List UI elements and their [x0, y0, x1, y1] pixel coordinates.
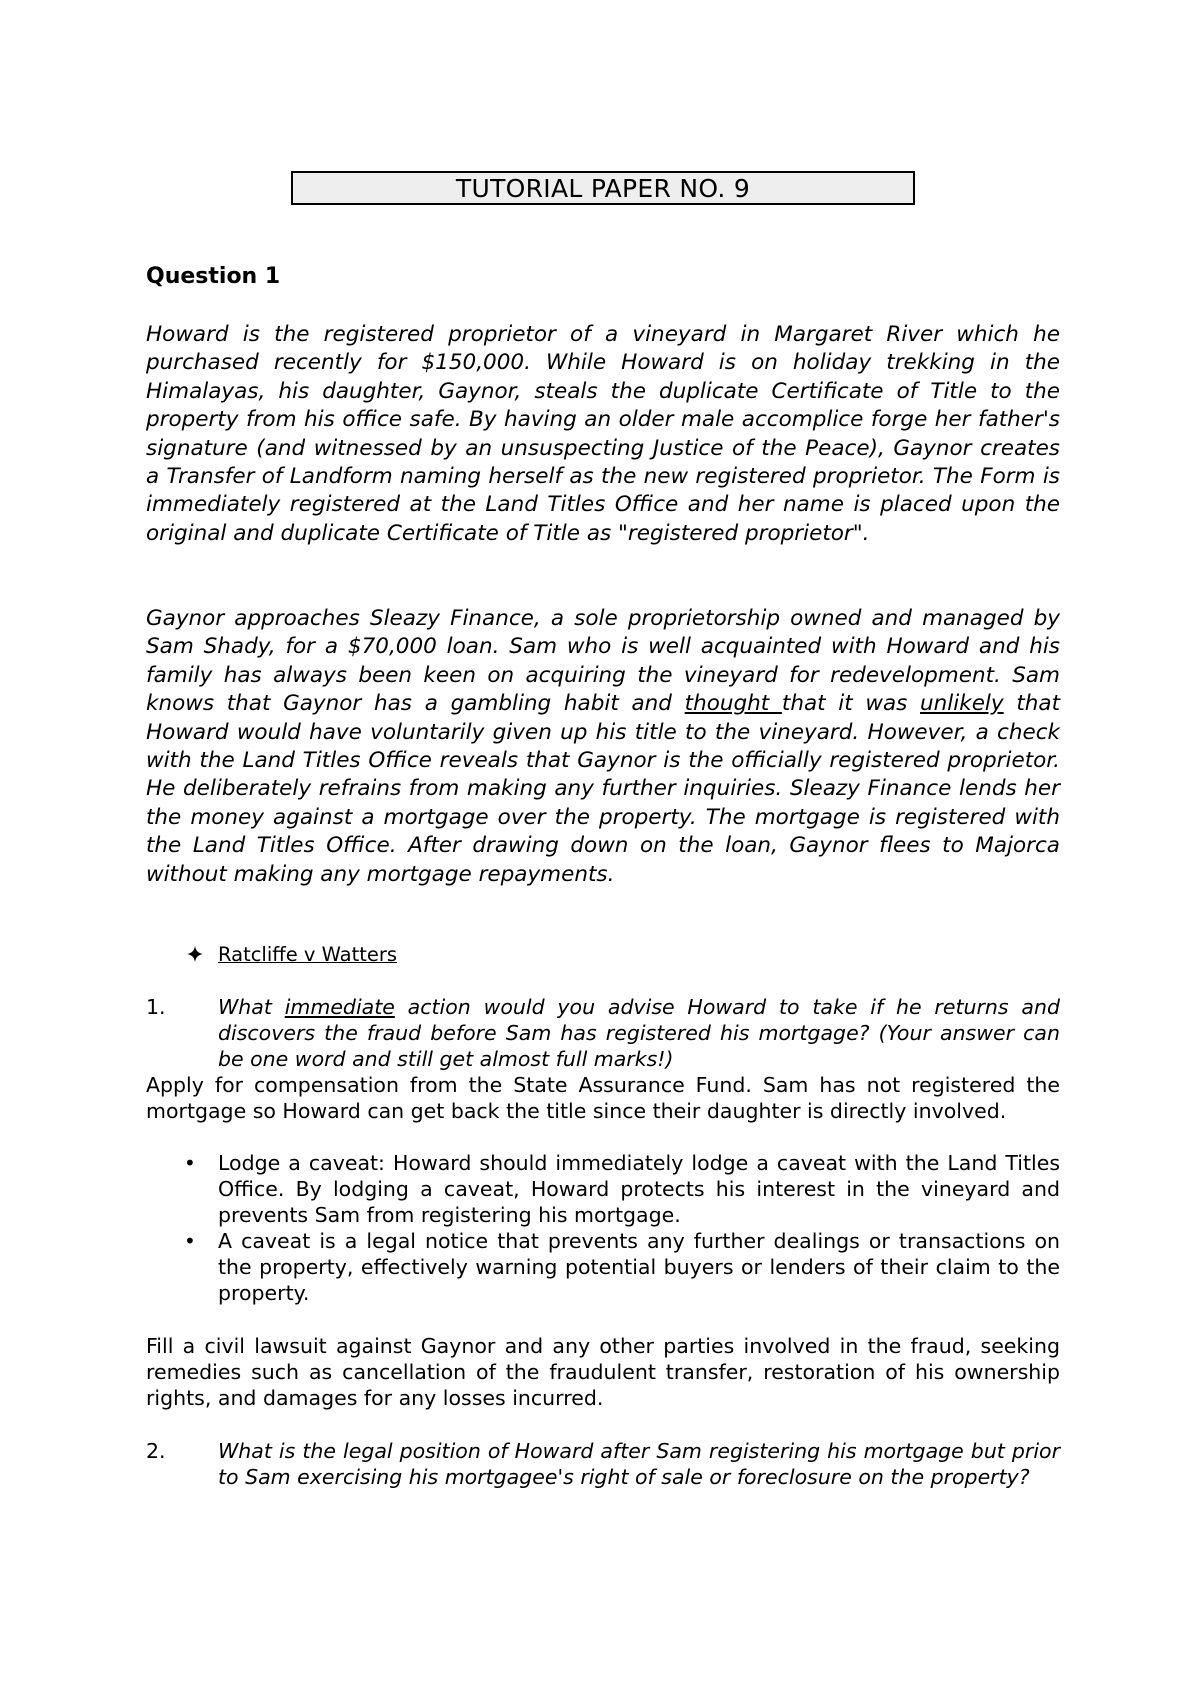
bullet-text: Lodge a caveat: Howard should immediately lodge a caveat with the Land Titles Office. By lodging a caveat, Howard protects his interest in the vineyard and prevents Sam from registering his mortgage. [218, 1151, 1060, 1227]
diamond-bullet-icon [186, 943, 206, 969]
question-text [218, 994, 1060, 1072]
question-text-part: What [218, 995, 285, 1019]
question-text: What is the legal position of Howard after Sam registering his mortgage but prior to Sam exercising his mortgagee's right of sale or foreclosure on the property? [218, 1439, 1060, 1489]
document-title: TUTORIAL PAPER NO. 9 [291, 171, 915, 205]
bullet-dot: • [184, 1229, 196, 1253]
question-number: 2. [146, 1439, 166, 1463]
question-heading: Question 1 [146, 264, 281, 289]
answer-paragraph-2: Fill a civil lawsuit against Gaynor and any other parties involved in the fraud, seeking remedies such as cancellation of the fraudulent transfer, restoration of his ownership rights, and damages for any losses incurred. [146, 1334, 1060, 1410]
answer-bullet-list [146, 1150, 1060, 1306]
case-reference [186, 942, 397, 969]
underlined-word-immediate: immediate [284, 995, 395, 1019]
answer-paragraph-1: Apply for compensation from the State Assurance Fund. Sam has not registered the mortgage so Howard can get back the title since their daughter is directly involved. [146, 1073, 1060, 1123]
list-item [146, 1228, 1060, 1306]
underlined-word-unlikely: unlikely [920, 691, 1004, 717]
scenario-text: that it was [781, 691, 921, 717]
bullet-text: A caveat is a legal notice that prevents any further dealings or transactions on the property, effectively warning potential buyers or lenders of their claim to the property. [218, 1229, 1060, 1305]
question-text-part: action would you advise Howard to take if he returns and discovers the fraud before Sam has registered his mortgage? (Your answer can be one word and still get almost full marks!) [218, 995, 1060, 1071]
scenario-paragraph-1: Howard is the registered proprietor of a vineyard in Margaret River which he purchased recently for $150,000. While Howard is on holiday trekking in the Himalayas, his daughter, Gaynor, steals the duplicate Certificate of Title to the property from his office safe. By having an older male accomplice forge her father's signature (and witnessed by an unsuspecting Justice of the Peace), Gaynor creates a Transfer of Landform naming herself as the new registered proprietor. The Form is immediately registered at the Land Titles Office and her name is placed upon the original and duplicate Certificate of Title as "registered proprietor". [146, 322, 1060, 546]
question-2 [146, 1438, 1060, 1490]
list-item [146, 1150, 1060, 1228]
scenario-paragraph-2 [146, 605, 1060, 889]
case-reference-link[interactable]: Ratcliffe v Watters [218, 943, 398, 966]
scenario-text: that Howard would have voluntarily given up his title to the vineyard. However, a check with the Land Titles Office reveals that Gaynor is the officially registered proprietor. He deliberately refrains from making any further inquiries. Sleazy Finance lends her the money against a mortgage over the property. The mortgage is registered with the Land Titles Office. After drawing down on the loan, Gaynor flees to Majorca without making any mortgage repayments. [146, 691, 1060, 887]
scenario-text: Gaynor approaches Sleazy Finance, a sole proprietorship owned and managed by Sam Shady, for a $70,000 loan. Sam who is well acquainted with Howard and his family has always been keen on acquiring the vineyard for redevelopment. Sam knows that Gaynor has a gambling habit and [146, 606, 1060, 717]
question-number: 1. [146, 995, 166, 1019]
question-1 [146, 994, 1060, 1072]
underlined-word-thought: thought [684, 691, 782, 717]
bullet-dot: • [184, 1151, 196, 1175]
